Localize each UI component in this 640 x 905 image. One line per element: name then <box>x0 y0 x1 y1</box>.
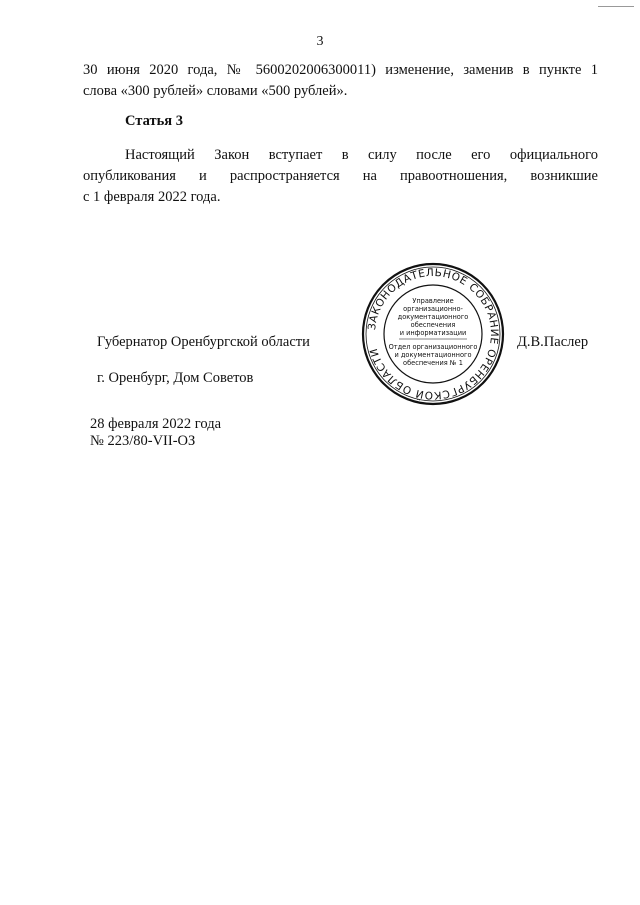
paragraph-line: с 1 февраля 2022 года. <box>83 189 221 205</box>
official-seal-stamp <box>361 262 505 406</box>
article-heading: Статья 3 <box>125 113 183 129</box>
seal-inner-line: организационно- <box>403 305 463 313</box>
page-number: 3 <box>316 34 324 49</box>
paragraph-line: слова «300 рублей» словами «500 рублей». <box>83 83 348 99</box>
paragraph-amendment <box>83 60 598 102</box>
law-number: № 223/80-VII-ОЗ <box>90 433 196 449</box>
signer-position: Губернатор Оренбургской области <box>97 334 310 350</box>
paragraph-line: опубликования и распространяется на правоотношения, возникшие <box>83 168 598 184</box>
paragraph-line: Настоящий Закон вступает в силу после его официального <box>125 147 598 163</box>
seal-inner-line: и информатизации <box>399 329 467 337</box>
seal-inner-line: обеспечения № 1 <box>403 359 463 367</box>
paragraph-line: 30 июня 2020 года, № 5600202006300011) изменение, заменив в пункте 1 <box>83 62 598 78</box>
seal-inner-line: Отдел организационного <box>388 343 478 351</box>
seal-inner-line: обеспечения <box>410 321 456 329</box>
page-corner-mark <box>598 6 634 7</box>
seal-inner-line: Управление <box>412 297 454 305</box>
seal-inner-line: и документационного <box>394 351 472 359</box>
seal-outer-text: ЗАКОНОДАТЕЛЬНОЕ СОБРАНИЕ ОРЕНБУРГСКОЙ ОБЛАСТИ <box>366 266 501 402</box>
seal-inner-line: документационного <box>397 313 469 321</box>
signing-place: г. Оренбург, Дом Советов <box>97 370 254 386</box>
signer-name: Д.В.Паслер <box>517 334 589 350</box>
law-date: 28 февраля 2022 года <box>90 416 222 432</box>
paragraph-effective-date <box>83 145 598 208</box>
